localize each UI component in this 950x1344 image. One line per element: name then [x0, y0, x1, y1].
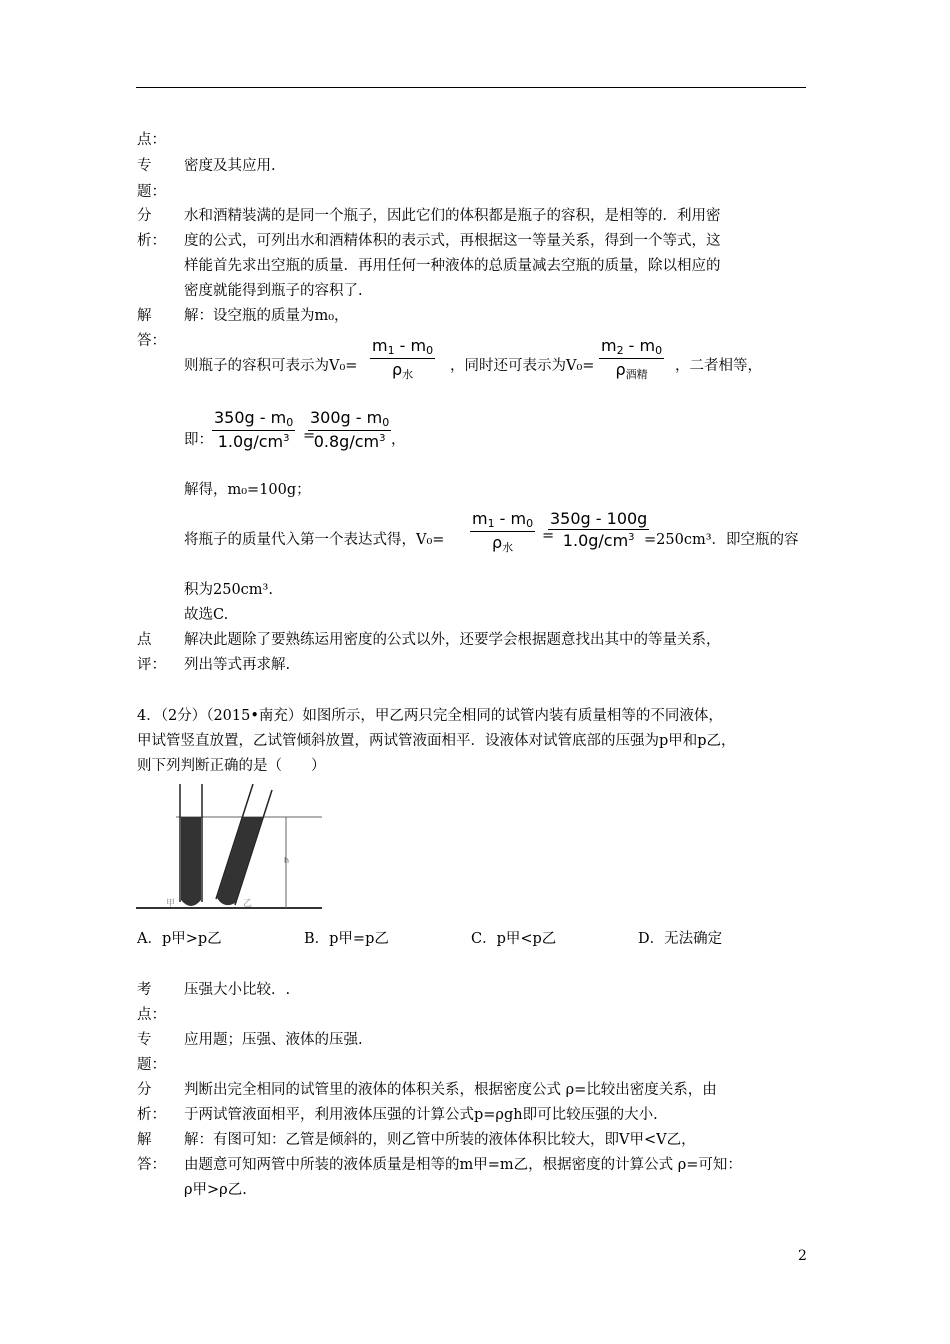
q3-sub-text-a: 将瓶子的质量代入第一个表达式得，V₀= — [184, 532, 445, 548]
q3-fenxi-line: 样能首先求出空瓶的质量．再用任何一种液体的总质量减去空瓶的质量，除以相应的 — [184, 258, 721, 274]
q3-dianping-label-2: 评： — [137, 657, 166, 673]
q4-option-b[interactable]: B．p甲=p乙 — [304, 931, 389, 947]
q3-jieda-label-1: 解 — [137, 308, 152, 324]
q3-fenxi-line: 密度就能得到瓶子的容积了. — [184, 283, 363, 299]
q3-fenxi-label-1: 分 — [137, 208, 152, 224]
q4-jieda-label-2: 答： — [137, 1157, 166, 1173]
q3-sub-text-b: =250cm³．即空瓶的容 — [644, 532, 799, 548]
q3-frac-sub-numeric: $\frac{350g - 100g}{1.0g/cm^3}$ — [550, 509, 648, 550]
q4-test-tubes-figure — [136, 784, 326, 914]
page-number: 2 — [798, 1248, 807, 1264]
q4-stem-line: 4．（2分）（2015•南充）如图所示，甲乙两只完全相同的试管内装有质量相等的不同液体， — [137, 708, 723, 724]
q4-jieda-label-1: 解 — [137, 1132, 152, 1148]
q4-kaodian-label-1: 考 — [137, 982, 152, 998]
q3-solve-line: 解得，m₀=100g； — [184, 482, 311, 498]
q4-zhuanti-label-1: 专 — [137, 1032, 152, 1048]
q3-frac-vol-water: $m_1 - m_0$ $\rho_水$ — [372, 336, 434, 381]
tube-yi-label: 乙 — [243, 899, 253, 909]
q3-vol-text-c: ，二者相等， — [675, 358, 762, 374]
q3-vol-result: 积为250cm³. — [184, 582, 273, 598]
q3-frac-eq-left: $\frac{350g - m_0}{1.0g/cm^3}$ — [214, 408, 294, 451]
q4-option-d[interactable]: D．无法确定 — [638, 931, 723, 947]
q4-option-c[interactable]: C．p甲<p乙 — [471, 931, 557, 947]
q3-frac-vol-alcohol: $m_2 - m_0$ $\rho_{酒精}$ — [601, 336, 663, 381]
q4-fenxi-line: 判断出完全相同的试管里的液体的体积关系，根据密度公式 ρ=比较出密度关系，由 — [184, 1082, 717, 1098]
header-rule — [136, 87, 806, 88]
q4-zhuanti-text: 应用题；压强、液体的压强. — [184, 1032, 363, 1048]
q4-fenxi-label-2: 析： — [137, 1107, 166, 1123]
q3-zhuanti-text: 密度及其应用. — [184, 158, 276, 174]
q3-vol-text-a: 则瓶子的容积可表示为V₀= — [184, 358, 358, 374]
q4-stem-line: 甲试管竖直放置，乙试管倾斜放置，两试管液面相平．设液体对试管底部的压强为p甲和p乙， — [137, 733, 736, 749]
q4-jieda-line: 解：有图可知：乙管是倾斜的，则乙管中所装的液体体积比较大，即V甲<V乙， — [184, 1132, 696, 1148]
q3-eq-tail: ， — [391, 432, 406, 448]
q3-eq-sign: = — [303, 428, 316, 444]
q4-option-a[interactable]: A．p甲>p乙 — [137, 931, 222, 947]
q3-sub-eq-sign: = — [542, 528, 555, 544]
q3-fenxi-line: 度的公式，可列出水和酒精体积的表示式，再根据这一等量关系，得到一个等式，这 — [184, 233, 721, 249]
q3-frac-eq-right: $\frac{300g - m_0}{0.8g/cm^3}$ — [310, 408, 390, 451]
q3-jieda-line1: 解：设空瓶的质量为m₀， — [184, 308, 349, 324]
q3-vol-text-b: ，同时还可表示为V₀= — [450, 358, 595, 374]
tube-jia-label: 甲 — [166, 899, 176, 909]
q3-zhuanti-label-2: 题： — [137, 184, 166, 200]
tube-jia-liquid — [181, 817, 201, 906]
q4-kaodian-label-2: 点： — [137, 1007, 166, 1023]
q3-eq-prefix: 即： — [184, 432, 213, 448]
q4-jieda-line: ρ甲>ρ乙. — [184, 1182, 247, 1198]
q4-stem-line: 则下列判断正确的是（ ） — [137, 758, 326, 774]
q4-jieda-line: 由题意可知两管中所装的液体质量是相等的m甲=m乙，根据密度的计算公式 ρ=可知： — [184, 1157, 742, 1173]
q4-fenxi-line: 于两试管液面相平，利用液体压强的计算公式p=ρgh即可比较压强的大小. — [184, 1107, 658, 1123]
q3-dianping-line: 解决此题除了要熟练运用密度的公式以外，还要学会根据题意找出其中的等量关系， — [184, 632, 721, 648]
q3-dianping-line: 列出等式再求解. — [184, 657, 291, 673]
q4-fenxi-label-1: 分 — [137, 1082, 152, 1098]
q3-jieda-label-2: 答： — [137, 333, 166, 349]
q3-frac-sub-symbolic: $m_1 - m_0$ $\rho_水$ — [472, 509, 534, 554]
q3-kaodian-label-tail: 点： — [137, 132, 166, 148]
q3-zhuanti-label-1: 专 — [137, 158, 152, 174]
q3-fenxi-line: 水和酒精装满的是同一个瓶子，因此它们的体积都是瓶子的容积，是相等的．利用密 — [184, 208, 721, 224]
q4-kaodian-text: 压强大小比较．. — [184, 982, 291, 998]
q4-zhuanti-label-2: 题： — [137, 1057, 166, 1073]
q3-fenxi-label-2: 析： — [137, 233, 166, 249]
q3-dianping-label-1: 点 — [137, 632, 152, 648]
q3-choice: 故选C. — [184, 607, 229, 623]
height-marker-label: h — [284, 856, 290, 865]
